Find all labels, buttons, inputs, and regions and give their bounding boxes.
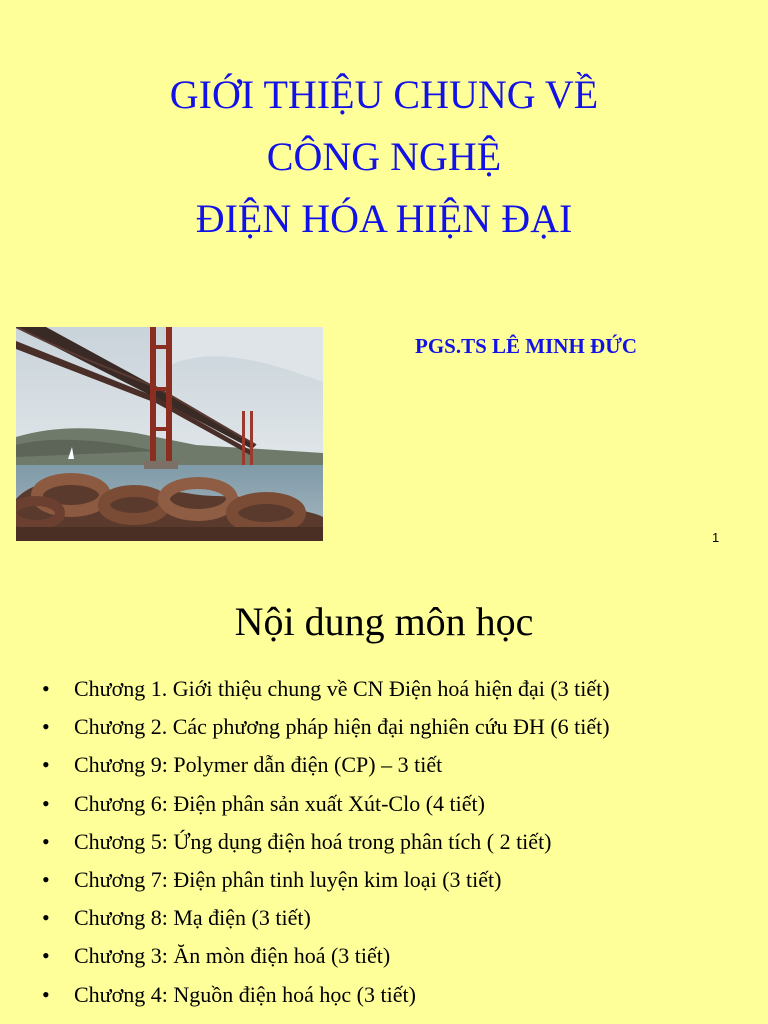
list-item <box>42 823 610 861</box>
bullet-icon: • <box>42 828 50 854</box>
bullet-icon: • <box>42 752 50 778</box>
slide-heading: Nội dung môn học <box>234 599 534 644</box>
slide-2 <box>0 560 768 1024</box>
list-item <box>42 861 610 899</box>
chapter-text: Chương 6: Điện phân sản xuất Xút-Clo (4 tiết) <box>74 790 485 816</box>
bullet-icon: • <box>42 790 50 816</box>
chapter-text: Chương 9: Polymer dẫn điện (CP) – 3 tiết <box>74 752 443 778</box>
bullet-icon: • <box>42 981 50 1007</box>
bullet-icon: • <box>42 714 50 740</box>
title-line-1: GIỚI THIỆU CHUNG VỀ <box>169 72 599 117</box>
title-line-3: ĐIỆN HÓA HIỆN ĐẠI <box>195 196 573 241</box>
chapter-text: Chương 8: Mạ điện (3 tiết) <box>74 905 311 931</box>
bullet-icon: • <box>42 867 50 893</box>
chapter-text: Chương 3: Ăn mòn điện hoá (3 tiết) <box>74 943 391 969</box>
bridge-chain-photo <box>16 327 323 541</box>
chapter-text: Chương 1. Giới thiệu chung về CN Điện hoá hiện đại (3 tiết) <box>74 676 610 701</box>
bullet-icon: • <box>42 943 50 969</box>
list-item <box>42 937 610 975</box>
bullet-icon: • <box>42 676 50 701</box>
chapter-list <box>42 670 610 1014</box>
list-item <box>42 976 610 1014</box>
page-number: 1 <box>712 530 720 545</box>
bullet-icon: • <box>42 905 50 931</box>
list-item <box>42 670 610 708</box>
list-item <box>42 785 610 823</box>
list-item <box>42 746 610 784</box>
chapter-text: Chương 7: Điện phân tinh luyện kim loại (3 tiết) <box>74 867 502 893</box>
list-item <box>42 708 610 746</box>
chapter-text: Chương 2. Các phương pháp hiện đại nghiên cứu ĐH (6 tiết) <box>74 714 610 740</box>
author-name: PGS.TS LÊ MINH ĐỨC <box>415 334 638 358</box>
title-line-2: CÔNG NGHỆ <box>266 134 502 179</box>
chapter-text: Chương 5: Ứng dụng điện hoá trong phân tích ( 2 tiết) <box>74 828 552 854</box>
slide-title <box>0 64 768 250</box>
list-item <box>42 899 610 937</box>
chapter-text: Chương 4: Nguồn điện hoá học (3 tiết) <box>74 981 416 1007</box>
